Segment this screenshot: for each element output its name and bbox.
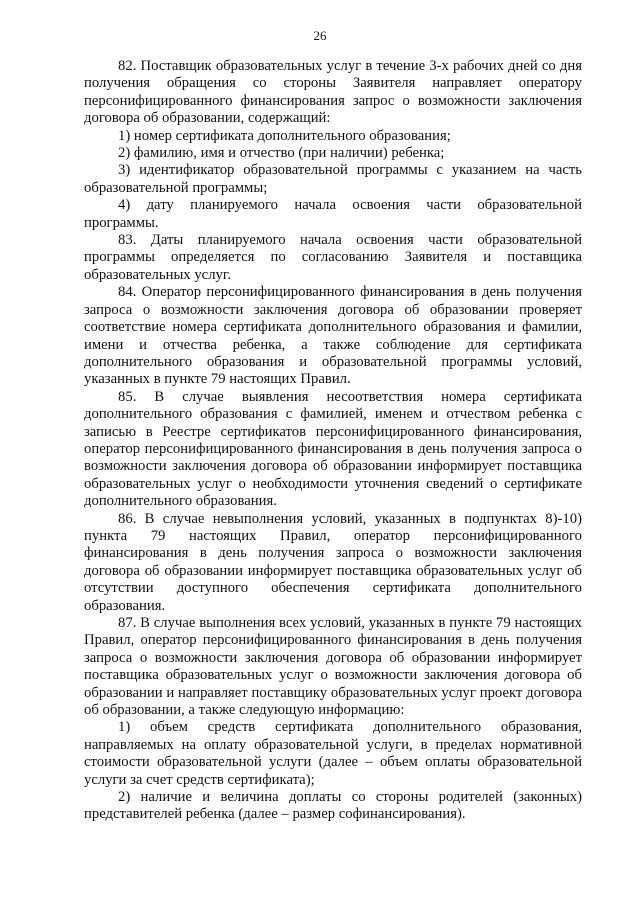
list-item-87-2: 2) наличие и величина доплаты со стороны родителей (законных) представителей ребенка (далее – размер софинансирования). xyxy=(84,789,582,823)
paragraph-85: 85. В случае выявления несоответствия номера сертификата дополнительного образования с фамилией, именем и отчеством ребенка с записью в Реестре сертификатов персонифицированного финансирования, оператор персонифицированного финансирования в день получения запроса о возможности заключения договора об образовании информирует поставщика образовательных услуг о необходимости уточнения сведений о сертификате дополнительного образования. xyxy=(84,388,582,510)
list-item-2: 2) фамилию, имя и отчество (при наличии) ребенка; xyxy=(118,145,445,162)
list-item-4: 4) дату планируемого начала освоения части образовательной программы. xyxy=(84,197,582,231)
list-item-3: 3) идентификатор образовательной программы с указанием на часть образовательной программы; xyxy=(84,162,582,196)
paragraph-82: 82. Поставщик образовательных услуг в течение 3-х рабочих дней со дня получения обращения со стороны Заявителя направляет оператору персонифицированного финансирования запрос о возможности заключения договора об образовании, содержащий: xyxy=(84,58,582,127)
paragraph-86: 86. В случае невыполнения условий, указанных в подпунктах 8)-10) пункта 79 настоящих Правил, оператор персонифицированного финансирования в день получения запроса о возможности заключения договора об образовании информирует поставщика образовательных услуг об отсутствии доступного обеспечения сертификата дополнительного образования. xyxy=(84,510,582,614)
paragraph-87: 87. В случае выполнения всех условий, указанных в пункте 79 настоящих Правил, оператор персонифицированного финансирования в день получения запроса о возможности заключения договора об образовании информирует поставщика образовательных услуг о возможности заключения договора об образовании и направляет поставщику образовательных услуг проект договора об образовании, а также следующую информацию: xyxy=(84,615,582,719)
list-item-1: 1) номер сертификата дополнительного образования; xyxy=(118,127,451,144)
page-number: 26 xyxy=(313,28,327,43)
paragraph-83: 83. Даты планируемого начала освоения части образовательной программы определяется по согласованию Заявителя и поставщика образовательных услуг. xyxy=(84,232,582,283)
list-item-87-1: 1) объем средств сертификата дополнительного образования, направляемых на оплату образовательной услуги, в пределах нормативной стоимости образовательной услуги (далее – объем оплаты образовательной услуги за счет средств сертификата); xyxy=(84,719,582,788)
paragraph-84: 84. Оператор персонифицированного финансирования в день получения запроса о возможности заключения договора об образовании проверяет соответствие номера сертификата дополнительного образования и фамилии, имени и отчества ребенка, а также соблюдение для сертификата дополнительного образования и образовательной программы условий, указанных в пункте 79 настоящих Правил. xyxy=(84,284,582,388)
document-body xyxy=(84,58,582,824)
